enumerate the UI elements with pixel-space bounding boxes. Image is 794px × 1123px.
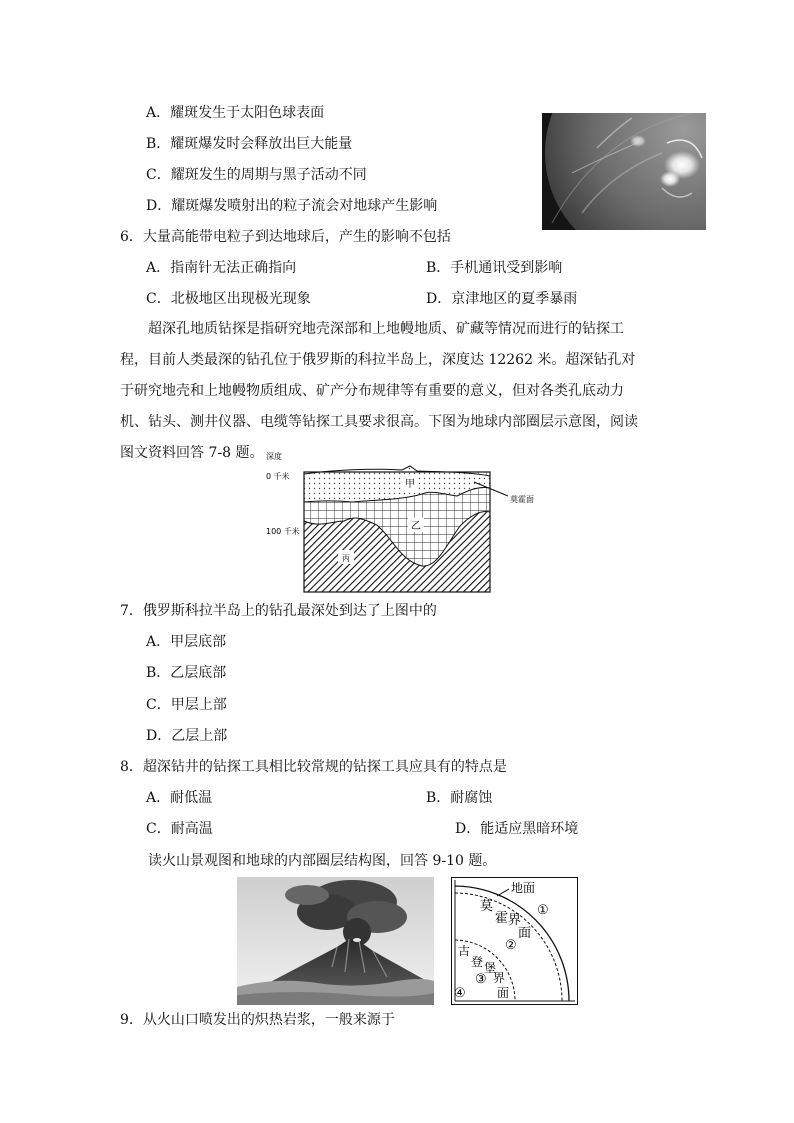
surface-label: 地面 (511, 881, 536, 895)
depth-label: 深度 (266, 452, 282, 461)
moho-label: 莫霍面 (510, 495, 534, 504)
q5-option-b: B．耀斑爆发时会释放出巨大能量 (146, 136, 353, 152)
layer-yi-label: 乙 (411, 521, 421, 532)
earth-interior-quadrant-diagram (451, 877, 578, 1005)
depth-zero-label: 0 千米 (266, 472, 290, 481)
layer-3-label: ③ (475, 972, 487, 987)
q6-option-a: A．指南针无法正确指向 (146, 260, 297, 276)
passage-drilling: 超深孔地质钻探是指研究地壳深部和上地幔地质、矿藏等情况而进行的钻探工程，目前人类最深的钻孔位于俄罗斯的科拉半岛上，深度达 12262 米。超深钻孔对于研究地壳和上地幔物质组成、矿产分布规律等有重要的意义，但对各类孔底动力机、钻头、测井仪器、电缆等钻探工具要求很高。下图为地球内部圈层示意图，阅读图文资料回答 7-8 题。 (120, 321, 638, 461)
gutenberg-char-1: 古 (458, 944, 471, 958)
q5-option-c: C．耀斑发生的周期与黑子活动不同 (146, 167, 367, 183)
gutenberg-char-2: 登 (471, 955, 484, 969)
volcano-photo (237, 877, 434, 1005)
q7-option-b: B．乙层底部 (146, 665, 227, 681)
q5-option-d: D．耀斑爆发喷射出的粒子流会对地球产生影响 (146, 198, 438, 214)
gutenberg-char-5: 面 (497, 986, 510, 1000)
q7-option-c: C．甲层上部 (146, 697, 227, 713)
q8-option-d: D．能适应黑暗环境 (455, 821, 579, 837)
solar-flare-photo (542, 113, 706, 230)
q8-option-b: B．耐腐蚀 (426, 790, 493, 806)
layer-4-label: ④ (454, 986, 466, 1001)
q7-option-d: D．乙层上部 (146, 728, 228, 744)
q6-option-d: D．京津地区的夏季暴雨 (426, 291, 578, 307)
q7-stem: 7．俄罗斯科拉半岛上的钻孔最深处到达了上图中的 (120, 603, 437, 619)
q6-option-c: C．北极地区出现极光现象 (146, 291, 311, 307)
q9-stem: 9．从火山口喷发出的炽热岩浆，一般来源于 (120, 1012, 395, 1028)
layer-1-label: ① (537, 903, 549, 918)
passage-volcano: 读火山景观图和地球的内部圈层结构图，回答 9-10 题。 (148, 853, 497, 869)
q6-stem: 6．大量高能带电粒子到达地球后，产生的影响不包括 (120, 229, 451, 245)
q8-option-a: A．耐低温 (146, 790, 213, 806)
moho-char-1: 莫 (480, 899, 494, 914)
q5-option-a: A．耀斑发生于太阳色球表面 (146, 105, 325, 121)
layer-2-label: ② (505, 938, 517, 953)
moho-char-4: 面 (518, 926, 532, 941)
q6-option-b: B．手机通讯受到影响 (426, 260, 563, 276)
earth-layers-diagram (262, 446, 542, 596)
layer-bing-label: 丙 (342, 554, 350, 563)
layer-jia-label: 甲 (405, 479, 415, 490)
q8-stem: 8．超深钻井的钻探工具相比较常规的钻探工具应具有的特点是 (120, 759, 507, 775)
gutenberg-char-3: 堡 (484, 961, 497, 975)
depth-100-label: 100 千米 (266, 527, 300, 536)
q7-option-a: A．甲层底部 (146, 634, 227, 650)
q8-option-c: C．耐高温 (146, 821, 213, 837)
gutenberg-char-4: 界 (493, 971, 506, 985)
moho-char-3: 界 (508, 913, 522, 928)
moho-char-2: 霍 (495, 911, 509, 926)
